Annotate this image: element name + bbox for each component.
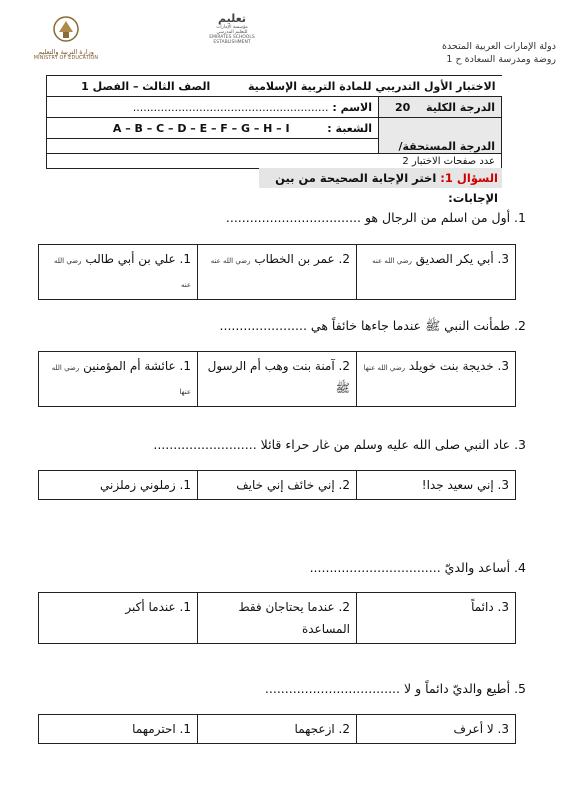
option-text: عندما يحتاجان فقط المساعدة bbox=[238, 600, 350, 636]
option-3[interactable] bbox=[357, 715, 516, 744]
option-text: إني خائف إني خايف bbox=[236, 478, 335, 492]
option-number: 1. bbox=[179, 722, 191, 736]
option-text: لا أعرف bbox=[453, 722, 494, 736]
earned-label: الدرجة المستحقة/ bbox=[398, 140, 495, 153]
option-number: 2. bbox=[338, 722, 350, 736]
option-1[interactable] bbox=[39, 245, 198, 300]
option-text: علي بن أبي طالب bbox=[85, 252, 176, 266]
option-1[interactable] bbox=[39, 352, 198, 407]
country-name: دولة الإمارات العربية المتحدة bbox=[441, 41, 556, 52]
ministry-arabic: وزارة التربية والتعليم bbox=[38, 48, 94, 56]
option-number: 1. bbox=[179, 600, 191, 614]
option-number: 1. bbox=[179, 252, 191, 266]
option-text: أبي يكر الصديق bbox=[415, 252, 494, 266]
option-note: رضي الله عنها bbox=[363, 364, 406, 372]
logo-sub: للتعليم المدرسي bbox=[216, 30, 248, 35]
question-3-text: 3. عاد النبي صلى الله عليه وسلم من غار حراء قائلا .......................... bbox=[153, 437, 526, 452]
question-1-text: 1. أول من اسلم من الرجال هو .................................. bbox=[225, 210, 526, 225]
option-text: احترمهما bbox=[132, 722, 176, 736]
option-text: عمر بن الخطاب bbox=[254, 252, 335, 266]
ministry-english: MINISTRY OF EDUCATION bbox=[33, 56, 99, 61]
ministry-logo bbox=[26, 14, 106, 61]
total-value: 20 bbox=[395, 100, 411, 114]
logo-sub: ESTABLISHMENT bbox=[213, 40, 251, 45]
logo-sub: EMIRATES SCHOOLS bbox=[209, 35, 255, 40]
section-options: A – B – C – D – E – F – G – H – I bbox=[112, 121, 290, 135]
exam-title: الاختبار الأول التدريبي للمادة التربية الإسلامية bbox=[247, 79, 496, 93]
option-text: إني سعيد جدا! bbox=[421, 478, 494, 492]
option-number: 2. bbox=[338, 359, 350, 373]
option-3[interactable] bbox=[357, 471, 516, 500]
option-2[interactable] bbox=[198, 352, 357, 407]
option-text: عندما أكبر bbox=[125, 600, 176, 614]
option-note: رضي الله عنه bbox=[372, 257, 412, 265]
page-count: عدد صفحات الاختبار 2 bbox=[402, 155, 495, 167]
option-1[interactable] bbox=[39, 593, 198, 644]
option-1[interactable] bbox=[39, 715, 198, 744]
question-5-options bbox=[38, 714, 516, 744]
option-text: دائماً bbox=[471, 600, 494, 614]
option-number: 1. bbox=[179, 359, 191, 373]
option-text: ازعجهما bbox=[294, 722, 335, 736]
option-text: عائشة أم المؤمنين bbox=[83, 359, 176, 373]
option-text: زملوني زملزني bbox=[99, 478, 176, 492]
question-1-options bbox=[38, 244, 516, 300]
option-note: رضي الله عنه bbox=[53, 257, 191, 289]
school-name: روضة ومدرسة السعادة ح 1 bbox=[446, 54, 556, 65]
option-note: رضي الله عنه bbox=[210, 257, 251, 265]
question-header bbox=[259, 168, 502, 205]
option-3[interactable] bbox=[357, 593, 516, 644]
grade-label: الصف الثالث – الفصل 1 bbox=[81, 79, 211, 93]
option-number: 1. bbox=[179, 478, 191, 492]
option-number: 3. bbox=[497, 600, 509, 614]
question-2-options bbox=[38, 351, 516, 407]
option-text: آمنة بنت وهب أم الرسول ﷺ bbox=[207, 359, 350, 395]
school-header bbox=[442, 40, 556, 66]
question-4-text: 4. أساعد والديّ ................................. bbox=[309, 560, 526, 575]
option-number: 2. bbox=[338, 478, 350, 492]
option-3[interactable] bbox=[357, 352, 516, 407]
option-2[interactable] bbox=[198, 245, 357, 300]
question-4-options bbox=[38, 592, 516, 644]
option-number: 3. bbox=[497, 252, 509, 266]
option-number: 3. bbox=[497, 722, 509, 736]
option-1[interactable] bbox=[39, 471, 198, 500]
option-number: 3. bbox=[497, 359, 509, 373]
option-number: 3. bbox=[497, 478, 509, 492]
option-2[interactable] bbox=[198, 593, 357, 644]
option-number: 2. bbox=[338, 600, 350, 614]
question-2-text: 2. طمأنت النبي ﷺ عندما جاءها خائفاً هي ...................... bbox=[219, 318, 526, 333]
name-label: الاسم : bbox=[332, 100, 372, 114]
total-label: الدرجة الكلية bbox=[426, 100, 495, 114]
question-3-options bbox=[38, 470, 516, 500]
option-note: رضي الله عنها bbox=[51, 364, 191, 396]
question-5-text: 5. أطيع والديّ دائماً و لا .................................. bbox=[264, 681, 526, 696]
exam-info-table bbox=[46, 75, 502, 169]
option-2[interactable] bbox=[198, 715, 357, 744]
option-3[interactable] bbox=[357, 245, 516, 300]
logo-sub: مؤسسة الإمارات bbox=[216, 25, 248, 30]
question-instruction: اختر الإجابة الصحيحة من بين الإجابات: bbox=[275, 171, 498, 205]
option-2[interactable] bbox=[198, 471, 357, 500]
emblem-icon bbox=[51, 14, 81, 44]
name-field[interactable]: ........................................................ bbox=[132, 100, 329, 114]
option-number: 2. bbox=[338, 252, 350, 266]
question-number: السؤال 1: bbox=[440, 171, 498, 185]
option-text: خديجة بنت خويلد bbox=[408, 359, 494, 373]
emirates-schools-logo bbox=[208, 12, 256, 64]
logo-title: تعليم bbox=[218, 12, 246, 25]
section-label: الشعبة : bbox=[327, 121, 372, 135]
